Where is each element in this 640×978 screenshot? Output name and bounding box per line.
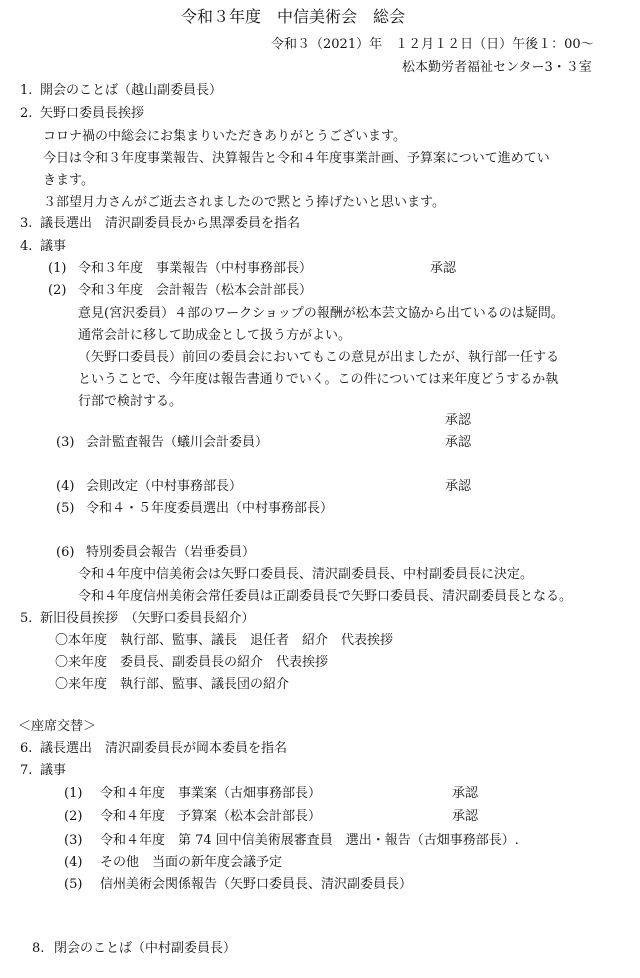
section-3: [20, 213, 300, 235]
agenda-item: [64, 830, 519, 852]
section-6: [20, 738, 287, 760]
paragraph-line: 令和４年度信州美術会常任委員は正副委員長で矢野口委員長、清沢副委員長となる。: [78, 589, 573, 604]
section-text: 開会のことば（越山副委員長）: [40, 83, 223, 98]
paragraph-line: （矢野口委員長）前回の委員会においてもこの意見が出ましたが、執行部一任する: [78, 350, 560, 365]
section-number: 5.: [20, 611, 33, 626]
item-text: その他 当面の新年度会議予定: [100, 855, 283, 870]
section-number: 4.: [20, 239, 33, 254]
agenda-item: [48, 280, 312, 302]
item-number: (5): [56, 501, 75, 516]
agenda-item: [64, 874, 412, 896]
approval-status: 承認: [445, 413, 472, 428]
meeting-date: 令和３（2021）年 １２月１２日（日）午後１：00～: [271, 37, 594, 52]
item-number: (5): [64, 877, 83, 892]
item-text: 令和３年度 事業報告（中村事務部長）: [78, 261, 313, 276]
paragraph-line: ３部望月力さんがご逝去されましたので黙とう捧げたいと思います。: [43, 195, 445, 210]
item-number: (3): [56, 435, 75, 450]
agenda-item: [64, 783, 321, 805]
agenda-item: [56, 542, 255, 564]
approval-status: 承認: [445, 479, 472, 494]
item-number: (4): [56, 479, 75, 494]
section-5: [20, 608, 255, 630]
item-text: 特別委員会報告（岩垂委員）: [86, 545, 256, 560]
meeting-venue: 松本勤労者福祉センター3・３室: [402, 60, 592, 75]
item-number: (6): [56, 545, 75, 560]
item-text: 令和３年度 会計報告（松本会計部長）: [78, 283, 313, 298]
section-number: 8.: [32, 941, 45, 956]
section-text: 新旧役員挨拶 （矢野口委員長紹介）: [40, 611, 255, 626]
section-number: 1.: [20, 83, 33, 98]
paragraph-line: 意見(宮沢委員）４部のワークショップの報酬が松本芸文協から出ているのは疑問。: [78, 306, 564, 321]
section-text: 議長選出 清沢副委員長から黒澤委員を指名: [40, 216, 301, 231]
item-number: (2): [48, 283, 67, 298]
agenda-item: [56, 432, 268, 454]
paragraph-line: きます。: [43, 173, 94, 188]
agenda-item: [48, 258, 312, 280]
item-number: (1): [48, 261, 67, 276]
section-4: [20, 236, 66, 258]
page-title: 令和３年度 中信美術会 総会: [181, 7, 406, 26]
paragraph-line: コロナ禍の中総会にお集まりいただきありがとうございます。: [43, 129, 406, 144]
item-text: 令和４年度 予算案（松本会計部長）: [100, 809, 322, 824]
item-text: 令和４・５年度委員選出（中村事務部長）: [86, 501, 334, 516]
paragraph-line: 令和４年度中信美術会は矢野口委員長、清沢副委員長、中村副委員長に決定。: [78, 567, 534, 582]
agenda-item: [56, 476, 242, 498]
paragraph-line: ということで、今年度は報告書通りでいく。この件については来年度どうするか執: [78, 372, 559, 387]
section-number: 2.: [20, 106, 33, 121]
paragraph-line: 〇本年度 執行部、監事、議長 退任者 紹介 代表挨拶: [55, 633, 394, 648]
section-text: 議事: [40, 763, 67, 778]
section-number: 6.: [20, 741, 33, 756]
item-text: 会則改定（中村事務部長）: [86, 479, 243, 494]
paragraph-line: 〇来年度 執行部、監事、議長団の紹介: [55, 677, 290, 692]
section-8: [32, 938, 236, 960]
approval-status: 承認: [452, 809, 479, 824]
item-text: 信州美術会関係報告（矢野口委員長、清沢副委員長）: [100, 877, 413, 892]
section-text: 議事: [40, 239, 67, 254]
seat-change-note: ＜座席交替＞: [18, 719, 97, 734]
item-text: 令和４年度 事業案（古畑事務部長）: [100, 786, 322, 801]
section-2: [20, 103, 144, 125]
paragraph-line: 通常会計に移して助成金として扱う方がよい。: [78, 328, 352, 343]
agenda-item: [56, 498, 333, 520]
item-text: 令和４年度 第 74 回中信美術展審査員 選出・報告（古畑事務部長）.: [100, 833, 519, 848]
approval-status: 承認: [445, 435, 472, 450]
agenda-item: [64, 852, 282, 874]
agenda-item: [64, 806, 321, 828]
paragraph-line: 〇来年度 委員長、副委員長の紹介 代表挨拶: [55, 655, 329, 670]
section-number: 3.: [20, 216, 33, 231]
approval-status: 承認: [452, 786, 479, 801]
section-1: [20, 80, 222, 102]
section-text: 閉会のことば（中村副委員長）: [54, 941, 237, 956]
item-number: (2): [64, 809, 83, 824]
item-text: 会計監査報告（蟻川会計委員）: [86, 435, 269, 450]
paragraph-line: 今日は令和３年度事業報告、決算報告と令和４年度事業計画、予算案について進めてい: [43, 151, 550, 166]
paragraph-line: 行部で検討する。: [78, 394, 183, 409]
item-number: (1): [64, 786, 83, 801]
section-7: [20, 760, 66, 782]
section-text: 議長選出 清沢副委員長が岡本委員を指名: [40, 741, 288, 756]
section-text: 矢野口委員長挨拶: [40, 106, 145, 121]
section-number: 7.: [20, 763, 33, 778]
approval-status: 承認: [430, 261, 457, 276]
item-number: (4): [64, 855, 83, 870]
item-number: (3): [64, 833, 83, 848]
